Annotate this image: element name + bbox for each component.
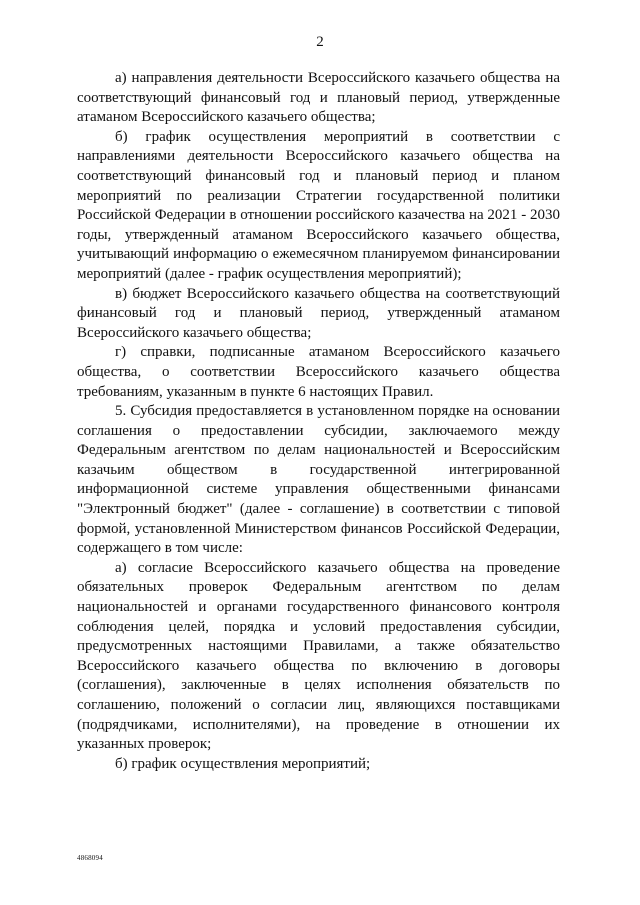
paragraph-b-schedule: б) график осуществления мероприятий в соответствии с направлениями деятельности Всероссийского казачьего общества на соответствующий финансовый год и плановый период и планом мероприятий по реализации Стратегии государственной политики Российской Федерации в отношении российского казачества на 2021 - 2030 годы, утвержденный атаманом Всероссийского казачьего общества, учитывающий информацию о ежемесячном планируемом финансировании мероприятий (далее - график осуществления мероприятий); — [77, 128, 560, 282]
document-body — [77, 69, 560, 774]
paragraph-a-directions: а) направления деятельности Всероссийского казачьего общества на соответствующий финансовый год и плановый период, утвержденные атаманом Всероссийского казачьего общества; — [77, 70, 560, 126]
paragraph-5a-consent: а) согласие Всероссийского казачьего общества на проведение обязательных проверок Федеральным агентством по делам национальностей и органами государственного финансового контроля соблюдения целей, порядка и условий предоставления субсидии, предусмотренных настоящими Правилами, а также обязательство Всероссийского казачьего общества по включению в договоры (соглашения), заключенные в целях исполнения обязательств по соглашению, положений о согласии лиц, являющихся поставщиками (подрядчиками, исполнителями), на проведение в отношении их указанных проверок; — [77, 559, 560, 753]
paragraph-5b-schedule: б) график осуществления мероприятий; — [115, 755, 371, 772]
page-number: 2 — [316, 34, 324, 50]
paragraph-v-budget: в) бюджет Всероссийского казачьего общества на соответствующий финансовый год и плановый период, утвержденный атаманом Всероссийского казачьего общества; — [77, 285, 560, 341]
paragraph-5-subsidy: 5. Субсидия предоставляется в установленном порядке на основании соглашения о предоставлении субсидии, заключаемого между Федеральным агентством по делам национальностей и Всероссийским казачьим обществом в государственной интегрированной информационной системе управления общественными финансами "Электронный бюджет" (далее - соглашение) в соответствии с типовой формой, установленной Министерством финансов Российской Федерации, содержащего в том числе: — [77, 403, 560, 557]
document-code: 4868094 — [77, 854, 103, 862]
paragraph-g-certificates: г) справки, подписанные атаманом Всероссийского казачьего общества, о соответствии Всероссийского казачьего общества требованиям, указанным в пункте 6 настоящих Правил. — [77, 344, 560, 400]
